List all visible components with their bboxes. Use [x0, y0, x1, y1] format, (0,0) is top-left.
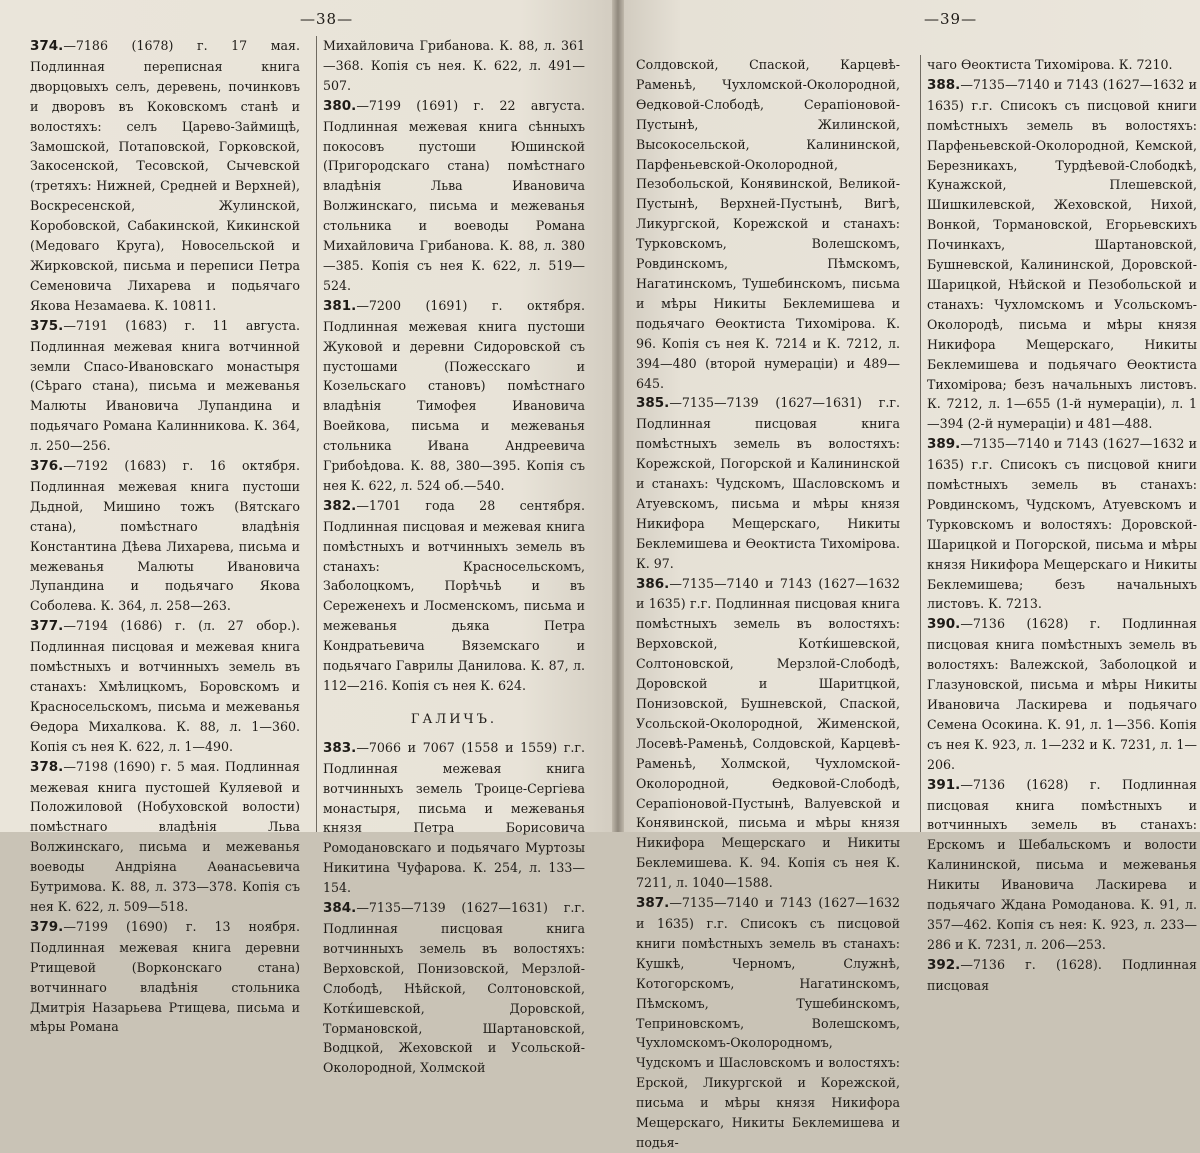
entry-number: 377. — [30, 618, 64, 635]
catalog-entry — [323, 898, 585, 1078]
section-heading: ГАЛИЧЪ. — [410, 711, 498, 727]
entry-number: 391. — [927, 776, 961, 793]
entry-text: —7199 (1690) г. 13 ноября. Подлинная межевая книга деревни Ртищевой (Ворконскаго стана) вотчиннаго владѣнія стольника Дмитрія Назарьева Ртищева, письма и мѣры Романа — [30, 918, 300, 1035]
catalog-entry — [927, 955, 1197, 996]
entry-number: 378. — [30, 758, 64, 775]
entry-text: чаго Ѳеоктиста Тихомірова. К. 7210. — [927, 57, 1173, 72]
catalog-entry — [30, 456, 300, 616]
left-page — [0, 0, 612, 1076]
catalog-entry — [30, 616, 300, 756]
left-column-2 — [316, 36, 585, 1076]
catalog-entry — [323, 36, 585, 96]
left-column-1 — [30, 36, 300, 1035]
entry-number: 374. — [30, 38, 64, 54]
entry-number: 384. — [323, 900, 357, 917]
entry-text: —7135—7139 (1627—1631) г.г. Подлинная писцовая книга помѣстныхъ земель въ волостяхъ: Корежской, Погорской и Калининской и станахъ: Чудскомъ, Шасловскомъ и Атуевскомъ, письма и мѣры князя Никифора Мещерскаго, Никиты Беклемишева и Ѳеоктиста Тихомірова. К. 97. — [636, 395, 900, 571]
entry-number: 388. — [927, 76, 961, 93]
entry-number: 379. — [30, 918, 64, 935]
catalog-entry — [323, 96, 585, 296]
book-gutter — [612, 0, 624, 832]
catalog-entry — [30, 917, 300, 1037]
right-column-2 — [920, 55, 1197, 993]
entry-number: 380. — [323, 97, 357, 114]
entry-text: —7186 (1678) г. 17 мая. Подлинная переписная книга дворцовыхъ селъ, деревень, починковъ и дворовъ въ Коковскомъ станѣ и волостяхъ: селъ Царево-Займищѣ, Замошской, Потаповской, Горковской, Закосенской, Тесовской, Сычевской (третяхъ: Нижней, Средней и Верхней), Воскресенской, Жулинской, Коробовской, Сабакинской, Кикинской (Медоваго Круга), Новосельской и Жирковской, письма и переписи Петра Семеновича Лихарева и подьячаго Якова Незамаева. К. 10811. — [30, 38, 300, 313]
entry-text: —7135—7139 (1627—1631) г.г. Подлинная писцовая книга вотчинныхъ земель въ волостяхъ: Верховской, Понизовской, Мерзлой-Слободѣ, Нѣйской, Солтоновской, Котќишевской, Доровской, Тормановской, Шартановской, Водцкой, Жеховской и Усольской-Околородной, Холмской — [323, 900, 585, 1076]
catalog-entry — [927, 614, 1197, 774]
catalog-entry — [636, 393, 900, 573]
entry-number: 390. — [927, 616, 961, 633]
entry-text: —7135—7140 и 7143 (1627—1632 и 1635) г.г. Подлинная писцовая книга помѣстныхъ земель въ волостяхъ: Верховской, Котќишевской, Солтоновской, Мерзлой-Слободѣ, Доровской и Шаритцкой, Понизовской, Бушневской, Спаской, Усольской-Околородной, Жименской, Лосевѣ-Раменьѣ, Солдовской, Карцевѣ-Раменьѣ, Холмской, Чухломской-Околородной, Ѳедковой-Слободѣ, Серапіоновой-Пустынѣ, Валуевской и Конявинской, письма и мѣры князя Никифора Мещерскаго и Никиты Беклемишева. К. 94. Копія съ нея К. 7211, л. 1040—1588. — [636, 575, 900, 891]
entry-text: —7194 (1686) г. (л. 27 обор.). Подлинная писцовая и межевая книга помѣстныхъ и вотчинныхъ земель въ станахъ: Хмѣлицкомъ, Боровскомъ и Красносельскомъ, письма и межеванья Ѳедора Михалкова. К. 88, л. 1—360. Копія съ нея К. 622, л. 1—490. — [30, 618, 300, 754]
entry-text: —7192 (1683) г. 16 октября. Подлинная межевая книга пустоши Дьдной, Мишино тожъ (Вятскаго стана), помѣстнаго владѣнія Константина Дѣева Лихарева, письма и межеванья Малюты Ивановича Лупандина и подьячаго Якова Соболева. К. 364, л. 258—263. — [30, 458, 300, 614]
entry-number: 389. — [927, 436, 961, 453]
entry-text: —7136 г. (1628). Подлинная писцовая — [927, 956, 1197, 993]
catalog-entry — [636, 574, 900, 894]
right-page — [624, 0, 1200, 1150]
entry-text: —7135—7140 и 7143 (1627—1632 и 1635) г.г. Списокъ съ писцовой книги помѣстныхъ земель въ станахъ: Кушкѣ, Черномъ, Служнѣ, Котогорскомъ, Нагатинскомъ, Пѣмскомъ, Тушебинскомъ, Теприновскомъ, Волешскомъ, Чухломскомъ-Околородномъ, Чудскомъ и Шасловскомъ и волостяхъ: Ерской, Ликургской и Корежской, письма и мѣры князя Никифора Мещерскаго, Никиты Беклемишева и подья- — [636, 895, 900, 1150]
entry-number: 381. — [323, 297, 357, 314]
entry-number: 382. — [323, 497, 357, 514]
page-number-right: —39— — [924, 10, 978, 28]
entry-number: 385. — [636, 395, 670, 412]
entry-text: —7199 (1691) г. 22 августа. Подлинная межевая книга сѣнныхъ покосовъ пустоши Юшинской (Пригородскаго стана) помѣстнаго владѣнія Льва Ивановича Волжинскаго, письма и межеванья стольника и воеводы Романа Михайловича Грибанова. К. 88, л. 380—385. Копія съ нея К. 622, л. 519—524. — [323, 97, 585, 293]
entry-text: —7191 (1683) г. 11 августа. Подлинная межевая книга вотчинной земли Спасо-Ивановскаго монастыря (Сѣраго стана), письма и межеванья Малюты Ивановича Лупандина и подьячаго Романа Калинникова. К. 364, л. 250—256. — [30, 317, 300, 454]
entry-number: 387. — [636, 895, 670, 912]
entry-text: —1701 года 28 сентября. Подлинная писцовая и межевая книга помѣстныхъ и вотчинныхъ земель въ станахъ: Красносельскомъ, Заболоцкомъ, Порѣчьѣ и въ Сереженехъ и Лосменскомъ, письма и межеванья дьяка Петра Кондратьевича Вяземскаго и подьячаго Гаврилы Данилова. К. 87, л. 112—216. Копія съ нея К. 624. — [323, 497, 585, 693]
catalog-entry — [30, 316, 300, 456]
entry-text: —7135—7140 и 7143 (1627—1632 и 1635) г.г. Списокъ съ писцовой книги помѣстныхъ земель въ волостяхъ: Парфеньевской-Околородной, Кемской, Березникахъ, Турдѣевой-Слободкѣ, Кунажской, Плешевской, Шишкилевской, Жеховской, Нихой, Вонкой, Тормановской, Егорьевскихъ Починкахъ, Шартановской, Бушневской, Калининской, Доровской-Шарицкой, Нѣйской и Пезобольской и станахъ: Чухломскомъ и Усольскомъ-Околородѣ, письма и мѣры князя Никифора Мещерскаго, Никиты Беклемишева и подьячаго Ѳеоктиста Тихомірова; безъ начальныхъ листовъ. К. 7212, л. 1—655 (1-й нумераціи), л. 1—394 (2-й нумераціи) и 481—488. — [927, 76, 1197, 432]
entry-number: 392. — [927, 956, 961, 973]
catalog-entry — [927, 55, 1197, 75]
right-column-1 — [636, 55, 900, 1150]
catalog-entry — [323, 296, 585, 496]
entry-text: —7066 и 7067 (1558 и 1559) г.г. Подлинная межевая книга вотчинныхъ земель Троице-Сергіева монастыря, письма и межеванья князя Петра Борисовича Ромодановскаго и подьячаго Муртозы Никитина Чуфарова. К. 254, л. 133—154. — [323, 739, 585, 896]
catalog-entry — [636, 55, 900, 393]
entry-text: —7136 (1628) г. Подлинная писцовая книга помѣстныхъ земель въ волостяхъ: Валежской, Заболоцкой и Глазуновской, письма и мѣры Никиты Ивановича Ласкирева и подьячаго Семена Осокина. К. 91, л. 1—356. Копія съ нея К. 923, л. 1—232 и К. 7231, л. 1—206. — [927, 616, 1197, 772]
catalog-entry — [927, 775, 1197, 955]
entry-number: 375. — [30, 317, 64, 334]
catalog-entry — [323, 496, 585, 696]
entry-text: Михайловича Грибанова. К. 88, л. 361—368. Копія съ нея. К. 622, л. 491—507. — [323, 38, 585, 93]
catalog-entry — [323, 738, 585, 898]
entry-text: —7200 (1691) г. октября. Подлинная межевая книга пустоши Жуковой и деревни Сидоровской съ пустошами (Пожесскаго и Козельскаго становъ) помѣстнаго владѣнія Тимофея Ивановича Воейкова, письма и межеванья стольника Ивана Андреевича Грибоѣдова. К. 88, 380—395. Копія съ нея К. 622, л. 524 об.—540. — [323, 297, 585, 493]
catalog-entry — [927, 434, 1197, 614]
page-number-left: —38— — [300, 10, 354, 28]
entry-text: —7135—7140 и 7143 (1627—1632 и 1635) г.г. Списокъ съ писцовой книги помѣстныхъ земель въ станахъ: Ровдинскомъ, Чудскомъ, Атуевскомъ и Турковскомъ и волостяхъ: Доровской-Шарицкой и Погорской, письма и мѣры князя Никифора Мещерскаго и Никиты Беклемишева; безъ начальныхъ листовъ. К. 7213. — [927, 436, 1197, 612]
entry-text: —7136 (1628) г. Подлинная писцовая книга помѣстныхъ и вотчинныхъ земель въ станахъ: Ерскомъ и Шебальскомъ и волости Калининской, письма и межеванья Никиты Ивановича Ласкирева и подьячаго Ждана Ромоданова. К. 91, л. 357—462. Копія съ нея: К. 923, л. 233—286 и К. 7231, л. 206—253. — [927, 776, 1197, 952]
catalog-entry — [927, 75, 1197, 434]
entry-number: 386. — [636, 575, 670, 592]
catalog-entry — [30, 757, 300, 917]
entry-number: 376. — [30, 458, 64, 475]
entry-number: 383. — [323, 739, 357, 756]
catalog-entry — [636, 893, 900, 1153]
entry-text: Солдовской, Спаской, Карцевѣ-Раменьѣ, Чухломской-Околородной, Ѳедковой-Слободѣ, Серапіоновой-Пустынѣ, Жилинской, Высокосельской, Калининской, Парфеньевской-Околородной, Пезобольской, Конявинской, Великой-Пустынѣ, Верхней-Пустынѣ, Вигѣ, Ликургской, Корежской и станахъ: Турковскомъ, Волешскомъ, Ровдинскомъ, Пѣмскомъ, Нагатинскомъ, Тушебинскомъ, письма и мѣры Никиты Беклемишева и подьячаго Ѳеоктиста Тихомірова. К. 96. Копія съ нея К. 7214 и К. 7212, л. 394—480 (второй нумераціи) и 489—645. — [636, 57, 900, 391]
catalog-entry — [30, 36, 300, 316]
entry-text: —7198 (1690) г. 5 мая. Подлинная межевая книга пустошей Куляевой и Положиловой (Нобуховской волости) помѣстнаго владѣнія Льва Волжинскаго, письма и межеванья воеводы Андріяна Аѳанасьевича Бутримова. К. 88, л. 373—378. Копія съ нея К. 622, л. 509—518. — [30, 758, 300, 914]
